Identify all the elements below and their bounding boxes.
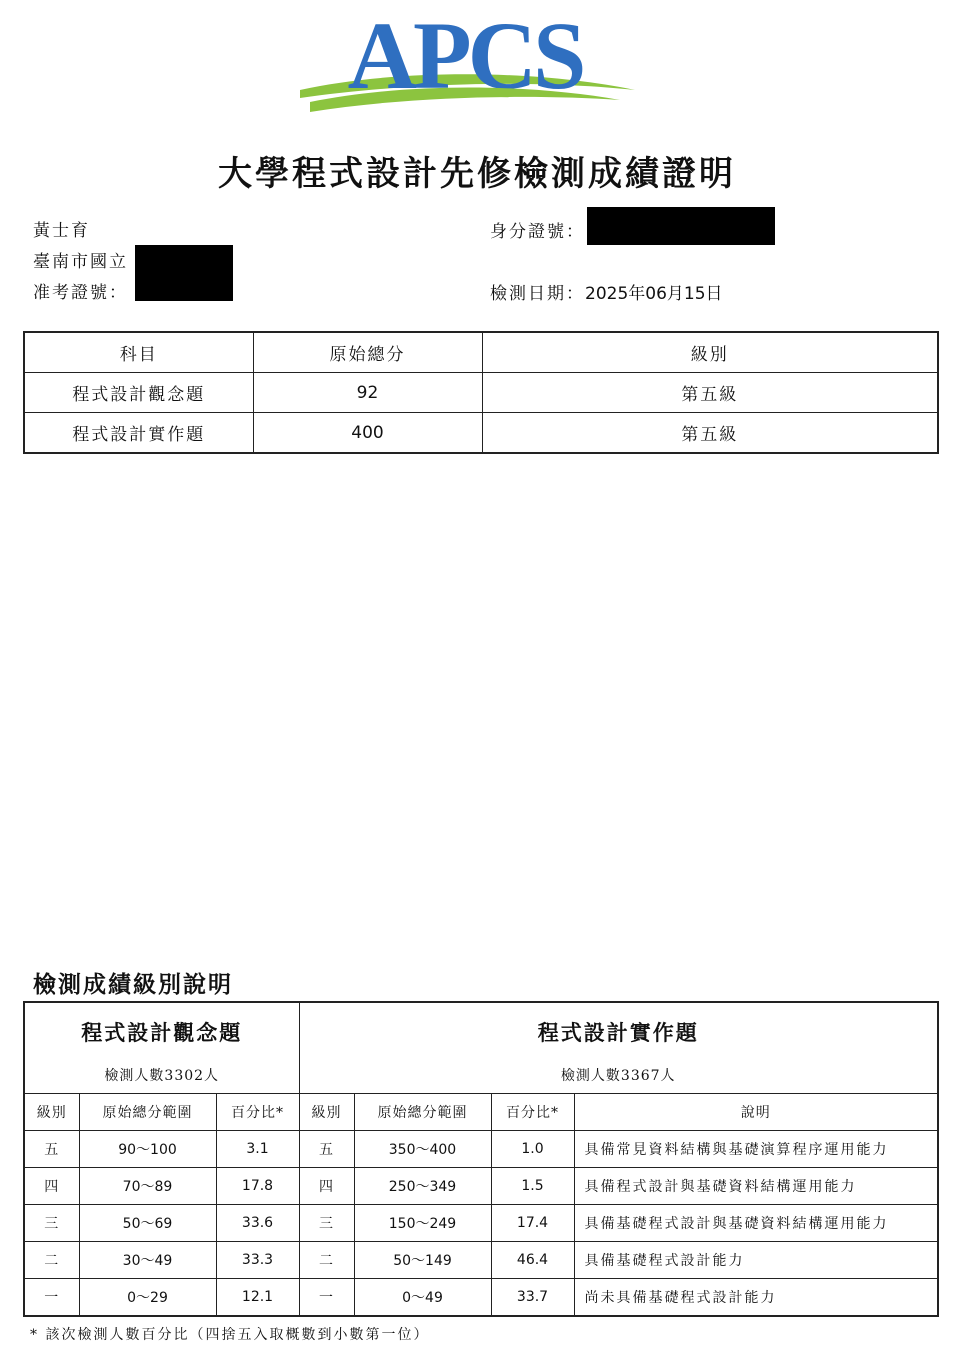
test-date-label: 檢測日期： bbox=[490, 284, 585, 304]
apcs-logo bbox=[290, 20, 640, 135]
id-number-label: 身分證號： bbox=[490, 222, 585, 242]
concept-percent: 12.1 bbox=[216, 1279, 299, 1317]
concept-percent: 33.3 bbox=[216, 1242, 299, 1279]
table-row bbox=[24, 1131, 938, 1168]
redacted-school-and-exam-id bbox=[135, 245, 233, 301]
practice-level: 三 bbox=[299, 1205, 354, 1242]
level-description: 具備常見資料結構與基礎演算程序運用能力 bbox=[574, 1131, 938, 1168]
legend-column-header-row bbox=[24, 1094, 938, 1131]
table-row bbox=[24, 1205, 938, 1242]
score-cell: 92 bbox=[253, 373, 482, 413]
table-header-row bbox=[24, 332, 938, 373]
practice-range: 150～249 bbox=[354, 1205, 491, 1242]
score-table bbox=[23, 331, 939, 454]
practice-name: 程式設計實作題 bbox=[537, 1020, 699, 1045]
redacted-id-number bbox=[587, 207, 775, 245]
svg-text:APCS: APCS bbox=[347, 20, 583, 109]
concept-level: 三 bbox=[24, 1205, 79, 1242]
practice-range: 350～400 bbox=[354, 1131, 491, 1168]
concept-range: 70～89 bbox=[79, 1168, 216, 1205]
practice-range: 0～49 bbox=[354, 1279, 491, 1317]
level-cell: 第五級 bbox=[482, 413, 938, 454]
practice-level: 二 bbox=[299, 1242, 354, 1279]
practice-percent: 33.7 bbox=[491, 1279, 574, 1317]
level-description: 尚未具備基礎程式設計能力 bbox=[574, 1279, 938, 1317]
footnote: * 該次檢測人數百分比（四捨五入取概數到小數第一位） bbox=[30, 1327, 430, 1343]
col-header-percent: 百分比* bbox=[491, 1094, 574, 1131]
concept-percent: 17.8 bbox=[216, 1168, 299, 1205]
practice-range: 250～349 bbox=[354, 1168, 491, 1205]
header-raw-score: 原始總分 bbox=[253, 332, 482, 373]
practice-range: 50～149 bbox=[354, 1242, 491, 1279]
practice-percent: 46.4 bbox=[491, 1242, 574, 1279]
table-row bbox=[24, 1279, 938, 1317]
candidate-name: 黃士育 bbox=[33, 221, 90, 241]
header-level: 級別 bbox=[482, 332, 938, 373]
practice-count: 檢測人數3367人 bbox=[560, 1068, 676, 1084]
table-row bbox=[24, 1168, 938, 1205]
concept-range: 0～29 bbox=[79, 1279, 216, 1317]
level-table bbox=[23, 1001, 939, 1317]
legend-group-header-row bbox=[24, 1002, 938, 1094]
col-header-range: 原始總分範圍 bbox=[79, 1094, 216, 1131]
level-cell: 第五級 bbox=[482, 373, 938, 413]
practice-percent: 17.4 bbox=[491, 1205, 574, 1242]
col-header-level: 級別 bbox=[24, 1094, 79, 1131]
score-cell: 400 bbox=[253, 413, 482, 454]
practice-level: 五 bbox=[299, 1131, 354, 1168]
table-row bbox=[24, 1242, 938, 1279]
level-description: 具備基礎程式設計與基礎資料結構運用能力 bbox=[574, 1205, 938, 1242]
table-row bbox=[24, 373, 938, 413]
practice-header bbox=[299, 1002, 938, 1094]
document-title: 大學程式設計先修檢測成績證明 bbox=[218, 154, 736, 194]
practice-percent: 1.5 bbox=[491, 1168, 574, 1205]
concept-level: 四 bbox=[24, 1168, 79, 1205]
concept-level: 二 bbox=[24, 1242, 79, 1279]
concept-range: 50～69 bbox=[79, 1205, 216, 1242]
test-date bbox=[490, 279, 723, 304]
level-description: 具備程式設計與基礎資料結構運用能力 bbox=[574, 1168, 938, 1205]
concept-count: 檢測人數3302人 bbox=[104, 1068, 220, 1084]
school-prefix: 臺南市國立 bbox=[33, 252, 128, 272]
practice-percent: 1.0 bbox=[491, 1131, 574, 1168]
concept-range: 30～49 bbox=[79, 1242, 216, 1279]
practice-level: 一 bbox=[299, 1279, 354, 1317]
col-header-level: 級別 bbox=[299, 1094, 354, 1131]
legend-title: 檢測成績級別說明 bbox=[33, 971, 233, 998]
col-header-range: 原始總分範圍 bbox=[354, 1094, 491, 1131]
concept-percent: 33.6 bbox=[216, 1205, 299, 1242]
subject-cell: 程式設計實作題 bbox=[24, 413, 253, 454]
subject-cell: 程式設計觀念題 bbox=[24, 373, 253, 413]
exam-id-label: 准考證號： bbox=[33, 283, 128, 303]
concept-range: 90～100 bbox=[79, 1131, 216, 1168]
concept-percent: 3.1 bbox=[216, 1131, 299, 1168]
col-header-percent: 百分比* bbox=[216, 1094, 299, 1131]
practice-level: 四 bbox=[299, 1168, 354, 1205]
level-description: 具備基礎程式設計能力 bbox=[574, 1242, 938, 1279]
concept-level: 一 bbox=[24, 1279, 79, 1317]
test-date-value: 2025年06月15日 bbox=[585, 284, 723, 304]
table-row bbox=[24, 413, 938, 454]
concept-level: 五 bbox=[24, 1131, 79, 1168]
col-header-description: 說明 bbox=[574, 1094, 938, 1131]
header-subject: 科目 bbox=[24, 332, 253, 373]
concept-name: 程式設計觀念題 bbox=[81, 1020, 243, 1045]
concept-header bbox=[24, 1002, 299, 1094]
